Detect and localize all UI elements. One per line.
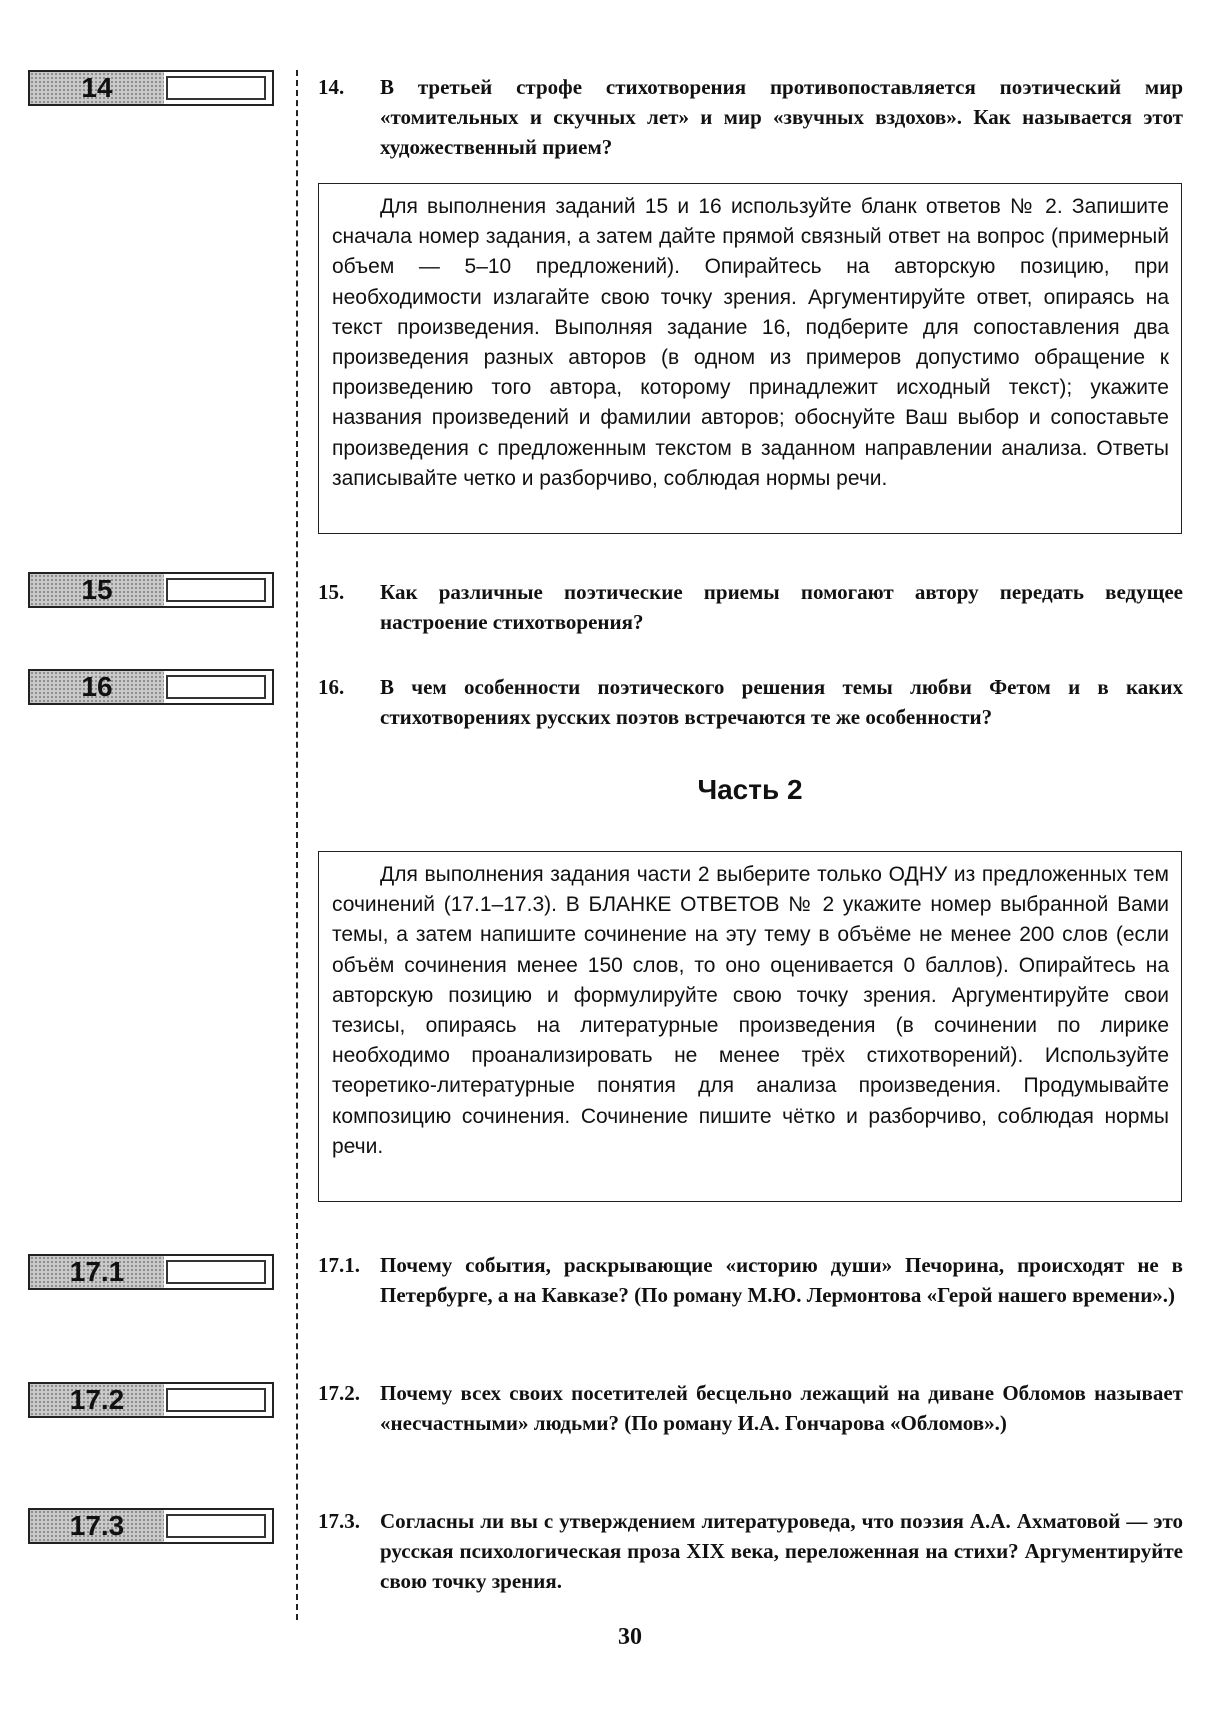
question-17-3 [318,1506,1183,1596]
question-text: Почему события, раскрывающие «историю души» Печорина, происходят не в Петербурге, а на Кавказе? (По роману М.Ю. Лермонтова «Герой нашего времени».) [380,1253,1183,1307]
answer-box-label: 17.1 [30,1256,164,1288]
answer-box-15 [28,572,274,608]
question-text: Как различные поэтические приемы помогают автору передать ведущее настроение стихотворения? [380,580,1183,634]
answer-field-16[interactable] [166,675,266,699]
question-text: В чем особенности поэтического решения темы любви Фетом и в каких стихотворениях русских поэтов встречаются те же особенности? [380,675,1183,729]
answer-box-label: 15 [30,574,164,606]
question-text: Согласны ли вы с утверждением литературоведа, что поэзия А.А. Ахматовой — это русская психологическая проза XIX века, переложенная на стихи? Аргументируйте свою точку зрения. [380,1509,1183,1593]
answer-box-17-3 [28,1508,274,1544]
instruction-box-part1 [318,183,1182,534]
question-number: 15. [318,580,345,604]
question-number: 17.2. [318,1381,360,1405]
answer-box-label: 14 [30,72,164,104]
question-number: 14. [318,75,345,99]
question-number: 17.3. [318,1509,360,1533]
question-15 [318,577,1183,637]
instruction-text: Для выполнения заданий 15 и 16 используйте бланк ответов № 2. Запишите сначала номер задания, а затем дайте прямой связный ответ на вопрос (примерный объем — 5–10 предложений). Опирайтесь на авторскую позицию, при необходимости излагайте свою точку зрения. Аргументируйте ответ, опираясь на текст произведения. Выполняя задание 16, подберите для сопоставления два произведения разных авторов (в одном из примеров допустимо обращение к произведению того автора, которому принадлежит исходный текст); укажите названия произведений и фамилии авторов; обоснуйте Ваш выбор и сопоставьте произведения с предложенным текстом в заданном направлении анализа. Ответы записывайте четко и разборчиво, соблюдая нормы речи. [332,195,1169,490]
answer-box-17-2 [28,1382,274,1418]
question-17-1 [318,1250,1183,1310]
question-16 [318,672,1183,732]
answer-field-17-3[interactable] [166,1514,266,1538]
answer-box-16 [28,669,274,705]
question-text: В третьей строфе стихотворения противопоставляется поэтический мир «томительных и скучных лет» и мир «звучных вздохов». Как называется этот художественный прием? [380,75,1183,159]
answer-field-17-2[interactable] [166,1388,266,1412]
page-number: 30 [618,1624,642,1650]
answer-box-label: 17.3 [30,1510,164,1542]
question-number: 16. [318,675,345,699]
answer-field-17-1[interactable] [166,1260,266,1284]
answer-box-17-1 [28,1254,274,1290]
instruction-text: Для выполнения задания части 2 выберите только ОДНУ из предложенных тем сочинений (17.1–17.3). В БЛАНКЕ ОТВЕТОВ № 2 укажите номер выбранной Вами темы, а затем напишите сочинение на эту тему в объёме не менее 200 слов (если объём сочинения менее 150 слов, то оно оценивается 0 баллов). Опирайтесь на авторскую позицию и формулируйте свою точку зрения. Аргументируйте свои тезисы, опираясь на литературные произведения (в сочинении по лирике необходимо проанализировать не менее трёх стихотворений). Используйте теоретико-литературные понятия для анализа произведения. Продумывайте композицию сочинения. Сочинение пишите чётко и разборчиво, соблюдая нормы речи. [332,863,1169,1158]
answer-box-label: 16 [30,671,164,703]
cut-line [296,70,298,1620]
question-number: 17.1. [318,1253,360,1277]
question-14 [318,72,1183,162]
part-title: Часть 2 [697,774,803,805]
question-text: Почему всех своих посетителей бесцельно лежащий на диване Обломов называет «несчастными» людьми? (По роману И.А. Гончарова «Обломов».) [380,1381,1183,1435]
answer-box-label: 17.2 [30,1384,164,1416]
answer-field-15[interactable] [166,578,266,602]
instruction-box-part2 [318,851,1182,1202]
question-17-2 [318,1378,1183,1438]
answer-field-14[interactable] [166,76,266,100]
answer-box-14 [28,70,274,106]
